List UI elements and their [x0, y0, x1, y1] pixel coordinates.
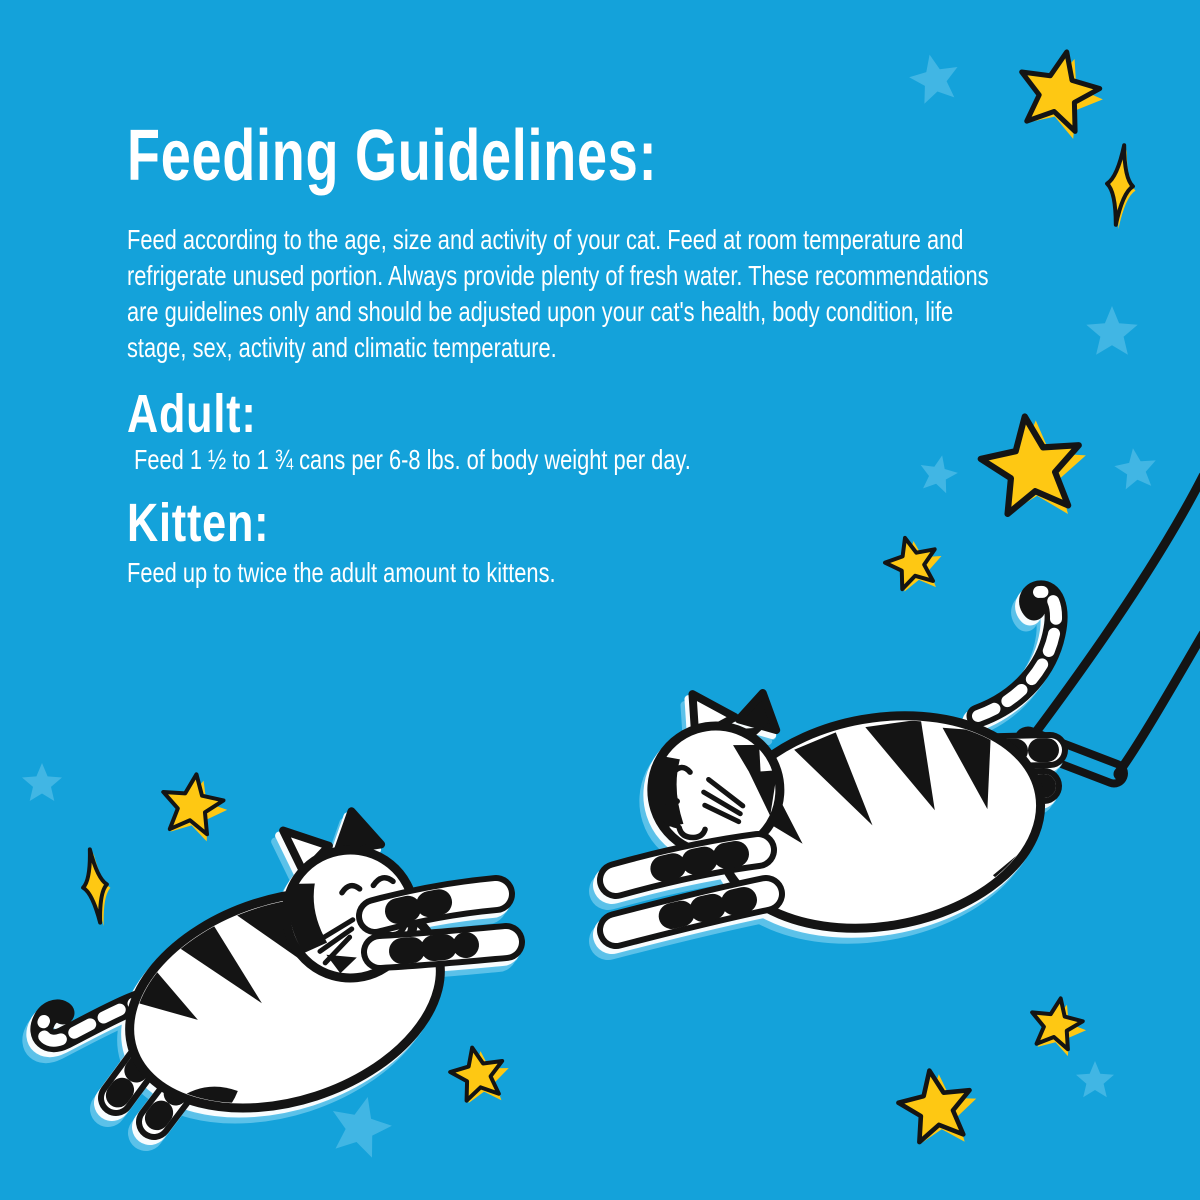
star-icon [157, 770, 234, 845]
cat-front-legs-icon [375, 894, 506, 952]
faint-star-icon [916, 451, 961, 494]
cat-front-legs-icon [616, 850, 766, 930]
intro-paragraph [127, 222, 989, 366]
faint-star-icon [324, 1090, 397, 1161]
intro-line: refrigerate unused portion. Always provide plenty of fresh water. These recommendations [127, 260, 989, 291]
kitten-section-body: Feed up to twice the adult amount to kittens. [127, 557, 556, 588]
adult-section-heading: Adult: [127, 384, 257, 444]
kitten-section-heading: Kitten: [127, 493, 270, 553]
flying-cat-left-illustration [42, 806, 506, 1146]
sparkle-icon [1102, 144, 1140, 231]
intro-line: stage, sex, activity and climatic temperature. [127, 332, 557, 363]
page-title: Feeding Guidelines: [127, 116, 658, 196]
faint-star-icon [1076, 1061, 1114, 1097]
cat-tail-icon [978, 592, 1056, 716]
intro-line: Feed according to the age, size and activity of your cat. Feed at room temperature and [127, 224, 964, 255]
trapeze-rope-icon [1119, 634, 1200, 772]
star-icon [1010, 44, 1114, 146]
star-icon [880, 529, 951, 599]
star-icon [1026, 994, 1093, 1060]
faint-star-icon [1086, 306, 1137, 355]
faint-star-icon [905, 49, 963, 105]
intro-line: are guidelines only and should be adjusted upon your cat's health, body condition, life [127, 296, 954, 327]
sparkle-icon [78, 847, 116, 928]
faint-star-icon [22, 763, 62, 801]
flying-cat-right-illustration [616, 592, 1058, 953]
star-icon [975, 408, 1098, 528]
star-icon [446, 1041, 517, 1111]
faint-star-icon [1112, 445, 1159, 490]
trapeze-bar-end-icon [1114, 768, 1127, 781]
adult-section-body: Feed 1 ½ to 1 ¾ cans per 6-8 lbs. of body weight per day. [134, 444, 691, 475]
star-icon [894, 1063, 987, 1154]
cat-head-icon [648, 686, 787, 859]
